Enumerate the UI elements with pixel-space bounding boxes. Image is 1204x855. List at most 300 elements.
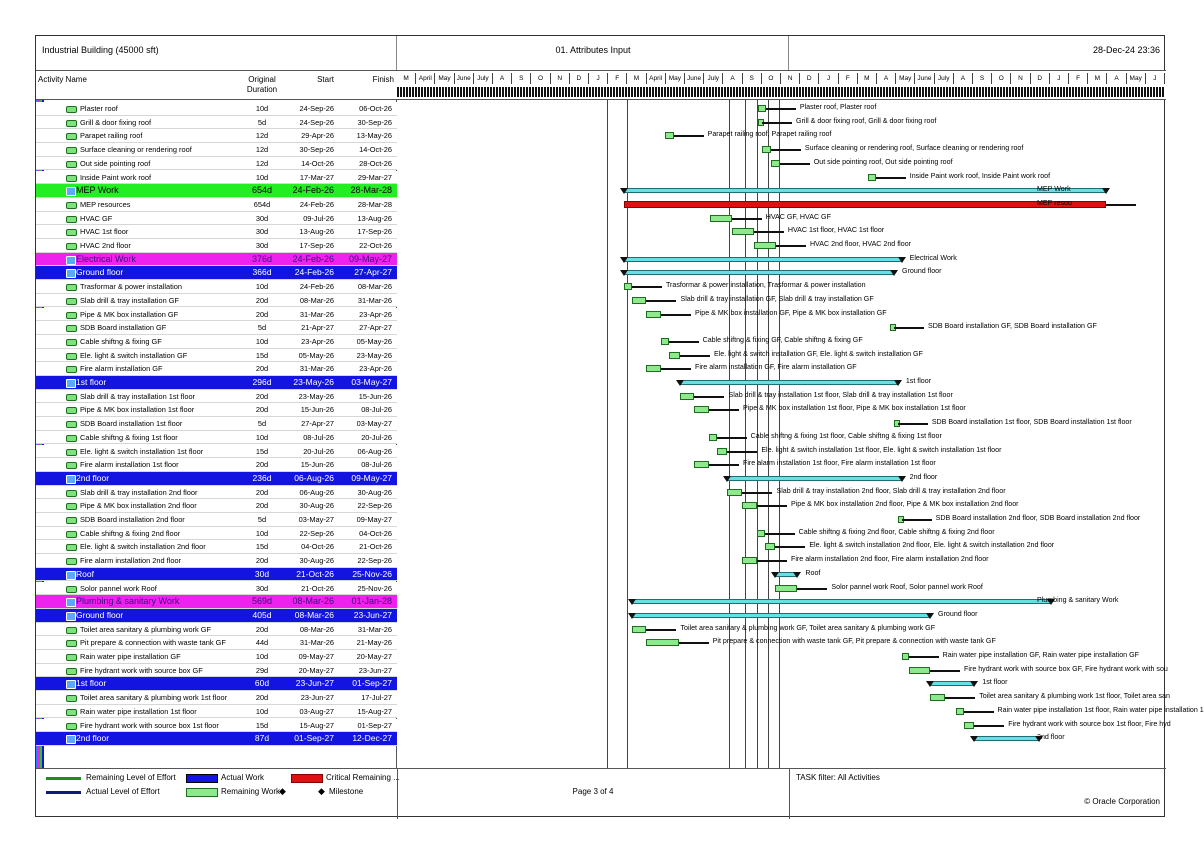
activity-bar[interactable] — [956, 708, 964, 715]
activity-row[interactable] — [36, 403, 397, 417]
task-bar-icon — [66, 531, 77, 538]
activity-finish: 22-Sep-26 — [357, 501, 392, 511]
task-bar-icon — [66, 366, 77, 373]
activity-start: 24-Feb-26 — [292, 185, 334, 196]
activity-row[interactable] — [36, 143, 397, 157]
activity-row[interactable] — [36, 554, 397, 568]
activity-name: Cable shiftng & fixing GF — [80, 336, 162, 346]
activity-duration: 12d — [255, 131, 269, 141]
activity-duration: 5d — [257, 515, 267, 524]
remaining-work-swatch — [186, 788, 218, 797]
task-bar-icon — [66, 544, 77, 551]
activity-start: 23-May-26 — [298, 391, 334, 401]
activity-bar[interactable] — [669, 352, 680, 359]
activity-start: 04-Oct-26 — [301, 542, 334, 552]
timeline-month: A — [954, 73, 973, 84]
activity-duration: 60d — [254, 678, 270, 689]
task-bar-icon — [66, 175, 77, 182]
activity-finish: 28-Mar-28 — [357, 199, 392, 209]
activity-finish: 27-Apr-27 — [354, 267, 392, 278]
activity-name: Fire hydrant work with source box GF — [80, 665, 203, 675]
task-bar-icon — [66, 449, 77, 456]
activity-start: 23-Apr-26 — [301, 336, 334, 346]
activity-bar[interactable] — [868, 174, 876, 181]
gantt-bar-label: Rain water pipe installation GF, Rain water pipe installation GF — [942, 651, 1139, 659]
summary-end-marker — [926, 613, 934, 619]
gantt-bar-label: Pipe & MK box installation 2nd floor, Pipe & MK box installation 2nd floor — [791, 500, 1019, 509]
task-bar-icon — [66, 243, 77, 250]
activity-bar[interactable] — [757, 530, 765, 537]
col-duration-line1[interactable]: Original — [248, 75, 276, 84]
activity-row[interactable] — [36, 157, 397, 171]
wbs-folder-icon — [66, 256, 76, 265]
activity-row[interactable] — [36, 102, 397, 116]
summary-start-marker — [676, 380, 684, 386]
activity-bar[interactable] — [964, 722, 975, 729]
activity-name: Cable shiftng & fixing 1st floor — [80, 432, 178, 442]
activity-finish: 30-Aug-26 — [357, 487, 392, 497]
report-frame — [35, 35, 1204, 817]
gantt-bar-label: Rain water pipe installation 1st floor, Rain water pipe installation 1 — [997, 705, 1204, 714]
activity-row[interactable] — [36, 308, 397, 322]
activity-finish: 20-Jul-26 — [361, 432, 392, 442]
timeline-month: F — [839, 73, 858, 84]
gantt-bar-label: SDB Board installation GF, SDB Board installation GF — [928, 322, 1097, 331]
header-datetime — [789, 36, 1166, 70]
activity-row[interactable] — [36, 225, 397, 239]
timeline-month: May — [666, 73, 685, 84]
float-line — [766, 108, 796, 110]
activity-row[interactable] — [36, 650, 397, 664]
col-activity-name[interactable]: Activity Name — [38, 75, 87, 84]
timeline-month: D — [800, 73, 819, 84]
activity-finish: 20-May-27 — [356, 652, 392, 661]
activity-name: Plumbing & sanitary Work — [76, 596, 180, 607]
activity-start: 05-May-26 — [298, 350, 334, 360]
activity-row[interactable] — [36, 349, 397, 363]
timeline-week-ticks — [397, 87, 1165, 97]
activity-bar[interactable] — [775, 585, 797, 592]
gantt-bar-label: HVAC GF, HVAC GF — [765, 212, 831, 221]
activity-finish: 09-May-27 — [356, 515, 392, 524]
activity-row[interactable] — [36, 335, 397, 349]
activity-bar[interactable] — [930, 694, 945, 701]
activity-start: 09-Jul-26 — [303, 213, 334, 223]
activity-start: 24-Feb-26 — [292, 253, 334, 264]
activity-name: Slab drill & tray installation 2nd floor — [80, 487, 198, 497]
gantt-bar-label: HVAC 2nd floor, HVAC 2nd floor — [809, 240, 912, 248]
activity-row[interactable] — [36, 513, 397, 527]
activity-start: 24-Sep-26 — [299, 117, 334, 127]
summary-start-marker — [628, 613, 636, 619]
float-line — [930, 670, 960, 672]
activity-start: 06-Aug-26 — [294, 472, 334, 483]
activity-name: HVAC 1st floor — [80, 227, 129, 237]
float-line — [1106, 204, 1136, 206]
activity-duration: 20d — [255, 391, 269, 401]
legend-milestone: Milestone — [329, 787, 364, 796]
gantt-bar-label: Pipe & MK box installation GF, Pipe & MK box installation GF — [695, 308, 887, 317]
activity-row[interactable] — [36, 212, 397, 226]
timeline-guide-line — [607, 100, 608, 768]
summary-start-marker — [970, 736, 978, 742]
remaining-work-diamond-icon: ◆ — [279, 786, 286, 796]
summary-bar[interactable] — [974, 736, 1038, 741]
task-bar-icon — [66, 435, 77, 442]
activity-name: Fire hydrant work with source box 1st floor — [80, 720, 219, 730]
activity-bar[interactable] — [771, 160, 780, 167]
activity-bar[interactable] — [680, 393, 695, 400]
activity-start: 29-Apr-26 — [301, 131, 334, 141]
gantt-bar-label: Slab drill & tray installation 1st floor, Slab drill & tray installation 1st floor — [728, 390, 953, 399]
activity-duration: 20d — [255, 405, 269, 415]
wbs-folder-icon — [66, 598, 76, 607]
gantt-bar-label: SDB Board installation 2nd floor, SDB Board installation 2nd floor — [935, 514, 1141, 522]
activity-bar[interactable] — [717, 448, 728, 455]
timeline-month: M — [1088, 73, 1107, 84]
activity-bar[interactable] — [909, 667, 930, 674]
timeline-header — [397, 71, 1165, 99]
activity-start: 03-Aug-27 — [299, 706, 334, 716]
activity-name: Roof — [76, 568, 94, 579]
activity-finish: 03-May-27 — [356, 419, 392, 429]
activity-row[interactable] — [36, 116, 397, 130]
activity-finish: 25-Nov-26 — [352, 568, 392, 579]
activity-duration: 20d — [255, 309, 269, 319]
activity-finish: 08-Mar-26 — [357, 282, 392, 292]
activity-duration: 30d — [255, 583, 269, 593]
float-line — [727, 451, 757, 453]
activity-row[interactable] — [36, 239, 397, 253]
activity-name: Ground floor — [76, 609, 124, 620]
activity-name: 1st floor — [76, 377, 107, 387]
activity-name: Pipe & MK box installation GF — [80, 309, 179, 319]
wbs-folder-icon — [66, 680, 76, 689]
activity-name: Ele. light & switch installation 1st floor — [80, 446, 204, 456]
activity-bar[interactable] — [646, 639, 678, 646]
activity-bar[interactable] — [727, 489, 742, 496]
legend-footer — [36, 768, 1166, 819]
float-line — [732, 218, 762, 220]
activity-start: 24-Feb-26 — [299, 282, 334, 292]
task-bar-icon — [66, 353, 77, 360]
activity-bar[interactable] — [694, 461, 709, 468]
wbs-folder-icon — [66, 379, 76, 388]
activity-bar[interactable] — [632, 297, 647, 304]
activity-bar[interactable] — [742, 502, 757, 509]
activity-name: Toilet area sanitary & plumbing work 1st floor — [80, 693, 228, 703]
timeline-month: April — [416, 73, 435, 84]
timeline-month: J — [819, 73, 838, 84]
float-line — [945, 697, 975, 699]
col-finish[interactable]: Finish — [372, 75, 394, 84]
gantt-bar-label: Pit prepare & connection with waste tank GF, Pit prepare & connection with waste tank GF — [712, 637, 996, 646]
summary-bar[interactable] — [624, 257, 901, 262]
task-bar-icon — [66, 709, 77, 716]
activity-bar[interactable] — [661, 338, 669, 345]
activity-row[interactable] — [36, 691, 397, 705]
activity-row[interactable] — [36, 294, 397, 308]
activity-name: Fire alarm installation 1st floor — [80, 460, 179, 470]
activity-bar[interactable] — [646, 311, 661, 318]
col-start[interactable]: Start — [317, 75, 334, 84]
activity-start: 31-Mar-26 — [299, 309, 334, 319]
timeline-month: N — [551, 73, 570, 84]
activity-name: Fire alarm installation GF — [80, 364, 163, 374]
task-bar-icon — [66, 668, 77, 675]
wbs-group-row[interactable] — [36, 472, 397, 486]
activity-start: 21-Apr-27 — [301, 323, 334, 333]
activity-row[interactable] — [36, 719, 397, 733]
activity-finish: 28-Mar-28 — [350, 185, 392, 196]
activity-finish: 13-Aug-26 — [357, 213, 392, 223]
activity-finish: 17-Jul-27 — [361, 693, 392, 703]
wbs-group-row[interactable] — [36, 266, 397, 280]
task-bar-icon — [66, 147, 77, 154]
activity-row[interactable] — [36, 527, 397, 541]
activity-bar[interactable] — [732, 228, 754, 235]
gantt-bar-label: Plumbing & sanitary Work — [1037, 596, 1119, 605]
activity-row[interactable] — [36, 321, 397, 335]
activity-finish: 22-Oct-26 — [359, 241, 392, 250]
activity-start: 09-May-27 — [298, 652, 334, 661]
float-line — [661, 368, 691, 370]
activity-finish: 23-Jun-27 — [353, 609, 392, 620]
activity-duration: 10d — [255, 282, 269, 292]
actual-loe-swatch — [46, 791, 81, 794]
activity-start: 08-Mar-26 — [294, 609, 334, 620]
activity-name: Pipe & MK box installation 1st floor — [80, 405, 195, 415]
wbs-group-row[interactable] — [36, 609, 397, 623]
task-bar-icon — [66, 120, 77, 127]
float-line — [646, 300, 676, 302]
activity-name: Cable shiftng & fixing 2nd floor — [80, 528, 181, 538]
activity-name: Fire alarm installation 2nd floor — [80, 556, 182, 566]
activity-finish: 13-May-26 — [356, 131, 392, 141]
activity-row[interactable] — [36, 705, 397, 719]
gantt-bar-label: Ele. light & switch installation 2nd floor, Ele. light & switch installation 2nd floor — [809, 541, 1055, 550]
activity-duration: 87d — [254, 733, 270, 744]
task-bar-icon — [66, 202, 77, 209]
task-bar-icon — [66, 407, 77, 414]
activity-row[interactable] — [36, 458, 397, 472]
activity-bar[interactable] — [742, 557, 757, 564]
timeline-month: D — [1031, 73, 1050, 84]
task-bar-icon — [66, 229, 77, 236]
wbs-folder-icon — [66, 269, 76, 278]
activity-row[interactable] — [36, 582, 397, 596]
activity-bar[interactable] — [754, 242, 776, 249]
float-line — [771, 149, 801, 151]
activity-start: 30-Aug-26 — [299, 556, 334, 566]
task-bar-icon — [66, 490, 77, 497]
activity-start: 03-May-27 — [298, 515, 334, 524]
activity-row[interactable] — [36, 417, 397, 431]
activity-start: 17-Sep-26 — [299, 241, 334, 250]
gantt-bar-label: 1st floor — [905, 377, 932, 385]
wbs-group-row[interactable] — [36, 568, 397, 582]
activity-bar[interactable] — [709, 434, 717, 441]
timeline-month: F — [608, 73, 627, 84]
float-line — [902, 519, 932, 521]
activity-row[interactable] — [36, 623, 397, 637]
activity-duration: 12d — [255, 158, 269, 168]
activity-start: 21-Oct-26 — [296, 568, 334, 579]
header-project — [36, 36, 397, 70]
actual-work-swatch — [186, 774, 218, 783]
activity-row[interactable] — [36, 636, 397, 650]
summary-bar[interactable] — [632, 613, 930, 618]
activity-row[interactable] — [36, 280, 397, 294]
task-bar-icon — [66, 284, 77, 291]
timeline-month: O — [992, 73, 1011, 84]
activity-bar[interactable] — [710, 215, 732, 222]
activity-row[interactable] — [36, 390, 397, 404]
timeline-month: June — [455, 73, 474, 84]
activity-row[interactable] — [36, 198, 397, 212]
activity-duration: 405d — [252, 609, 272, 620]
gantt-bar-label: Grill & door fixing roof, Grill & door fixing roof — [796, 116, 937, 125]
activity-finish: 03-May-27 — [351, 377, 392, 387]
float-line — [780, 163, 810, 165]
activity-finish: 22-Sep-26 — [357, 556, 392, 566]
summary-bar[interactable] — [680, 380, 898, 385]
task-bar-icon — [66, 216, 77, 223]
activity-bar[interactable] — [694, 406, 709, 413]
activity-duration: 5d — [257, 117, 267, 127]
task-bar-icon — [66, 723, 77, 730]
gantt-bar-label: Fire alarm installation 2nd floor, Fire alarm installation 2nd floor — [791, 555, 989, 564]
timeline-month: M — [858, 73, 877, 84]
legend-actual-loe: Actual Level of Effort — [86, 787, 160, 796]
gantt-bar-label: Cable shiftng & fixing 2nd floor, Cable shiftng & fixing 2nd floor — [798, 527, 995, 536]
activity-duration: 376d — [251, 253, 273, 264]
activity-duration: 20d — [255, 364, 269, 374]
activity-name: Plaster roof — [80, 104, 118, 113]
activity-finish: 23-Apr-26 — [359, 309, 392, 319]
float-line — [964, 711, 994, 713]
summary-bar[interactable] — [624, 270, 894, 275]
activity-finish: 01-Sep-27 — [352, 678, 392, 689]
float-line — [762, 122, 792, 124]
summary-bar[interactable] — [727, 476, 901, 481]
activity-bar[interactable] — [624, 283, 632, 290]
activity-duration: 20d — [255, 487, 269, 497]
activity-name: Ground floor — [76, 267, 124, 278]
wbs-group-row[interactable] — [36, 595, 397, 609]
task-bar-icon — [66, 695, 77, 702]
activity-name: Slab drill & tray installation 1st floor — [80, 391, 196, 401]
summary-end-marker — [890, 270, 898, 276]
activity-start: 08-Jul-26 — [303, 432, 334, 442]
activity-duration: 5d — [257, 323, 267, 333]
float-line — [661, 314, 691, 316]
activity-duration: 654d — [253, 199, 271, 209]
task-bar-icon — [66, 394, 77, 401]
summary-start-marker — [620, 188, 628, 194]
activity-name: SDB Board installation 2nd floor — [80, 515, 185, 524]
activity-bar[interactable] — [632, 626, 647, 633]
activity-bar[interactable] — [646, 365, 661, 372]
activity-duration: 569d — [251, 596, 273, 607]
activity-name: Parapet railing roof — [80, 131, 143, 141]
activity-row[interactable] — [36, 486, 397, 500]
activity-name: Pit prepare & connection with waste tank GF — [80, 638, 226, 648]
col-duration-line2[interactable]: Duration — [246, 85, 278, 94]
timeline-month: July — [935, 73, 954, 84]
timeline-month: A — [723, 73, 742, 84]
activity-duration: 15d — [255, 350, 269, 360]
activity-duration: 20d — [255, 556, 269, 566]
activity-duration: 20d — [255, 295, 269, 305]
float-line — [632, 286, 662, 288]
activity-row[interactable] — [36, 129, 397, 143]
float-line — [742, 492, 772, 494]
legend-remaining-work: Remaining Work — [221, 787, 280, 796]
gantt-bar-label: Cable shiftng & fixing 1st floor, Cable shiftng & fixing 1st floor — [750, 431, 942, 440]
wbs-group-row[interactable] — [36, 253, 397, 267]
critical-remaining-swatch — [291, 774, 323, 783]
summary-bar[interactable] — [632, 599, 1051, 604]
activity-finish: 17-Sep-26 — [357, 227, 392, 237]
activity-bar[interactable] — [762, 146, 771, 153]
summary-end-marker — [970, 681, 978, 687]
remaining-loe-swatch — [46, 777, 81, 780]
activity-row[interactable] — [36, 431, 397, 445]
gantt-bar-label: Cable shiftng & fixing GF, Cable shiftng & fixing GF — [702, 335, 863, 344]
report-datetime: 28-Dec-24 23:36 — [1092, 45, 1160, 55]
activity-row[interactable] — [36, 664, 397, 678]
activity-row[interactable] — [36, 445, 397, 459]
activity-bar[interactable] — [902, 653, 909, 660]
gantt-bar-label: Ground floor — [902, 267, 942, 276]
activity-duration: 20d — [255, 624, 269, 634]
wbs-group-row[interactable] — [36, 732, 397, 746]
activity-bar[interactable] — [624, 198, 1106, 208]
float-line — [680, 355, 710, 357]
activity-bar[interactable] — [665, 132, 674, 139]
activity-start: 20-Jul-26 — [303, 446, 334, 456]
summary-end-marker — [894, 380, 902, 386]
activity-start: 31-Mar-26 — [299, 638, 334, 648]
copyright: © Oracle Corporation — [1084, 797, 1160, 806]
activity-row[interactable] — [36, 362, 397, 376]
wbs-group-row[interactable] — [36, 184, 397, 198]
summary-bar[interactable] — [930, 681, 974, 686]
activity-row[interactable] — [36, 171, 397, 185]
activity-name: Grill & door fixing roof — [80, 117, 152, 127]
activity-bar[interactable] — [765, 543, 776, 550]
gantt-bar-label: Fire hydrant work with source box GF, Fire hydrant work with sou — [964, 664, 1168, 673]
activity-row[interactable] — [36, 540, 397, 554]
activity-bar[interactable] — [758, 105, 766, 112]
wbs-group-row[interactable] — [36, 677, 397, 691]
task-bar-icon — [66, 312, 77, 319]
task-bar-icon — [66, 421, 77, 428]
activity-start: 14-Oct-26 — [301, 158, 334, 168]
activity-name: Rain water pipe installation GF — [80, 652, 181, 661]
task-bar-icon — [66, 325, 77, 332]
activity-row[interactable] — [36, 499, 397, 513]
legend-actual-work: Actual Work — [221, 773, 264, 782]
summary-bar[interactable] — [624, 188, 1106, 193]
wbs-group-row[interactable] — [36, 376, 397, 390]
activity-finish: 23-Apr-26 — [359, 364, 392, 374]
gantt-bar-label: Pipe & MK box installation 1st floor, Pipe & MK box installation 1st floor — [743, 404, 966, 413]
float-line — [757, 560, 787, 562]
activity-name: HVAC 2nd floor — [80, 241, 131, 250]
timeline-month: J — [1146, 73, 1165, 84]
